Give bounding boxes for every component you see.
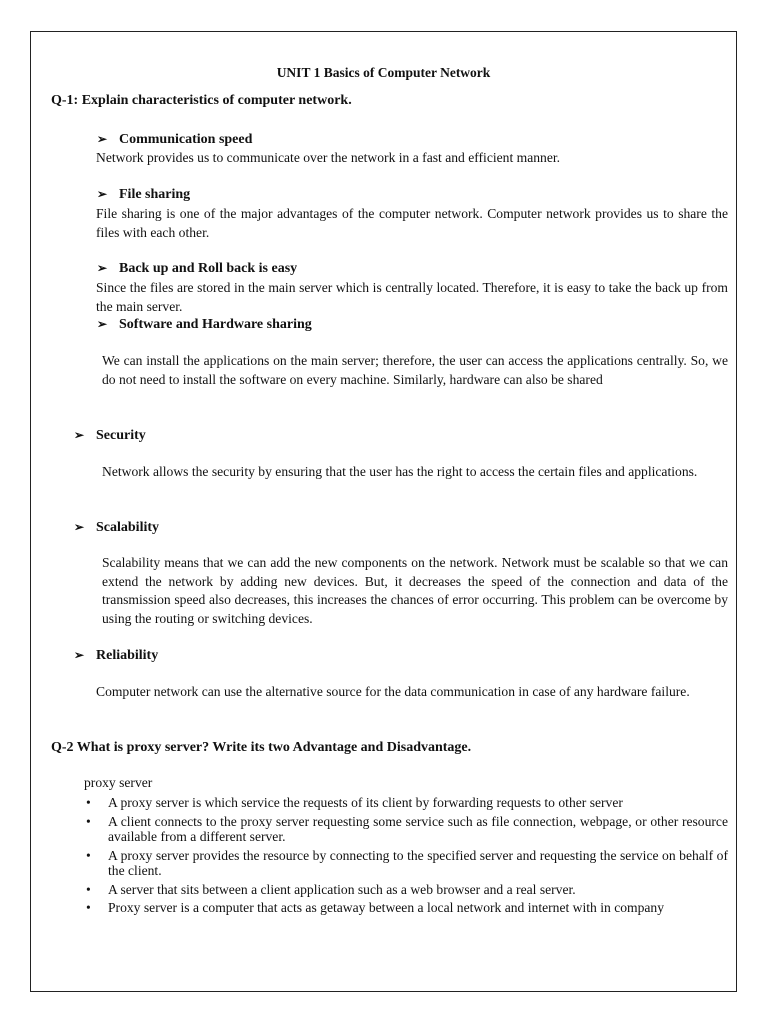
bullet-dot-icon: • [86, 881, 91, 897]
item-software-hardware-heading: ➢ Software and Hardware sharing [97, 317, 312, 332]
arrow-bullet-icon: ➢ [97, 317, 108, 331]
arrow-bullet-icon: ➢ [97, 187, 108, 201]
item-backup-text: Since the files are stored in the main server which is centrally located. Therefore, it is easy to take the back up from the main server. [96, 280, 728, 314]
arrow-bullet-icon: ➢ [74, 648, 85, 662]
proxy-server-intro: proxy server [84, 775, 153, 790]
item-communication-speed-heading: ➢ Communication speed [97, 132, 253, 147]
item-security-text: Network allows the security by ensuring that the user has the right to access the certain files and applications. [102, 464, 698, 479]
arrow-bullet-icon: ➢ [74, 428, 85, 442]
proxy-server-points [84, 795, 728, 919]
question-1: Q-1: Explain characteristics of computer network. [51, 93, 352, 108]
bullet-dot-icon: • [86, 795, 91, 810]
item-security-heading: ➢ Security [74, 428, 146, 443]
item-software-hardware-text: We can install the applications on the main server; therefore, the user can access the applications centrally. So, we do not need to install the software on every machine. Similarly, hardware can also be shared [102, 353, 728, 387]
list-item: • Proxy server is a computer that acts as getaway between a local network and internet with in company [86, 900, 665, 915]
item-backup-heading: ➢ Back up and Roll back is easy [97, 261, 298, 276]
item-file-sharing-heading: ➢ File sharing [97, 187, 191, 202]
arrow-bullet-icon: ➢ [97, 132, 108, 146]
item-scalability-text: Scalability means that we can add the new components on the network. Network must be scalable so that we can extend the network by adding new devices. But, it decreases the speed of the connection and data of the transmission speed also decreases, this increases the chances of error occurring. This problem can be overcome by using the routing or switching devices. [102, 555, 728, 626]
item-reliability-text: Computer network can use the alternative source for the data communication in case of any hardware failure. [96, 684, 690, 699]
bullet-dot-icon: • [86, 847, 91, 863]
arrow-bullet-icon: ➢ [74, 520, 85, 534]
item-communication-speed-text: Network provides us to communicate over the network in a fast and efficient manner. [96, 150, 561, 165]
list-item: • A client connects to the proxy server requesting some service such as file connection, webpage, or other resource available from a different server. [86, 813, 728, 844]
question-2: Q-2 What is proxy server? Write its two Advantage and Disadvantage. [51, 740, 472, 755]
item-file-sharing-text: File sharing is one of the major advantages of the computer network. Computer network provides us to share the files with each other. [96, 206, 728, 240]
bullet-dot-icon: • [86, 813, 91, 829]
item-scalability-heading: ➢ Scalability [74, 520, 160, 535]
bullet-dot-icon: • [86, 900, 91, 915]
item-reliability-heading: ➢ Reliability [74, 648, 159, 663]
document-page [30, 31, 737, 992]
arrow-bullet-icon: ➢ [97, 261, 108, 275]
list-item: • A proxy server provides the resource by connecting to the specified server and requesting the service on behalf of the client. [86, 847, 728, 878]
list-item: • A proxy server is which service the requests of its client by forwarding requests to other server [86, 795, 623, 810]
document-title: UNIT 1 Basics of Computer Network [276, 65, 491, 80]
list-item: • A server that sits between a client application such as a web browser and a real server. [86, 881, 576, 897]
